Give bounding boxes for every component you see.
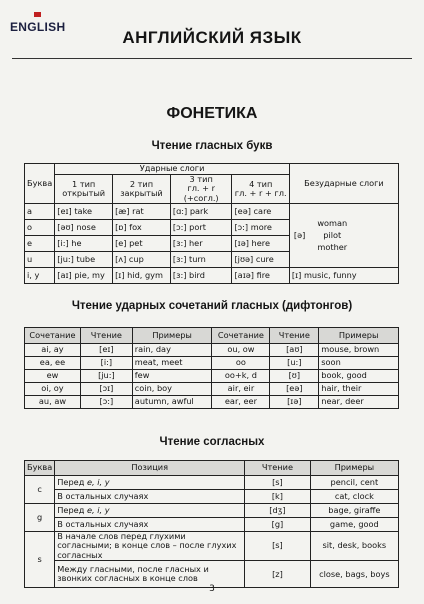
diphthong-cell: [u:] xyxy=(270,357,319,370)
diphthong-header: Сочетание xyxy=(25,328,81,344)
vowel-cell: [jʊə] cure xyxy=(232,252,289,268)
diphthong-cell: book, good xyxy=(319,370,399,383)
diphthong-cell: oo+k, d xyxy=(212,370,270,383)
diphthong-cell: [eɪ] xyxy=(80,344,132,357)
vowel-cell: [ɑ:] park xyxy=(170,204,232,220)
diphthong-header: Чтение xyxy=(270,328,319,344)
consonant-letter: s xyxy=(25,532,55,588)
vowel-cell: [æ] rat xyxy=(113,204,171,220)
diphthong-cell: [aʊ] xyxy=(270,344,319,357)
logo-dot-icon xyxy=(34,12,41,17)
diphthong-cell: ou, ow xyxy=(212,344,270,357)
vowel-cell: [eə] care xyxy=(232,204,289,220)
diphthong-cell: oo xyxy=(212,357,270,370)
diphthong-cell: ew xyxy=(25,370,81,383)
consonant-header: Чтение xyxy=(245,461,311,476)
diphthong-cell: ai, ay xyxy=(25,344,81,357)
consonant-row xyxy=(25,490,399,504)
vowel-cell: [əʊ] nose xyxy=(55,220,113,236)
vowel-type-name: 3 тип xyxy=(189,174,213,184)
vowel-letter: i, y xyxy=(25,268,55,284)
title-divider xyxy=(12,58,412,59)
vowels-schwa-cell xyxy=(289,204,398,268)
vowel-type-name: 1 тип xyxy=(72,178,96,189)
consonant-reading: [dʒ] xyxy=(245,504,311,518)
schwa-examples xyxy=(317,218,347,254)
diphthong-cell: near, deer xyxy=(319,396,399,409)
diphthongs-subtitle: Чтение ударных сочетаний гласных (дифтонгов) xyxy=(71,300,353,312)
consonant-header: Позиция xyxy=(55,461,245,476)
consonant-position xyxy=(55,476,245,490)
diphthong-row xyxy=(25,344,399,357)
diphthong-row xyxy=(25,396,399,409)
vowels-stressed-header: Ударные слоги xyxy=(55,164,290,175)
diphthong-cell: [ɔ:] xyxy=(80,396,132,409)
diphthong-cell: autumn, awful xyxy=(132,396,212,409)
vowel-type-name: 4 тип xyxy=(249,178,273,189)
diphthong-cell: rain, day xyxy=(132,344,212,357)
vowel-cell: [e] pet xyxy=(113,236,171,252)
vowel-type-desc: закрытый xyxy=(120,188,163,199)
vowel-type-3 xyxy=(170,175,232,204)
consonant-letter: g xyxy=(25,504,55,532)
vowel-cell: [ɔ:] more xyxy=(232,220,289,236)
consonant-position: В остальных случаях xyxy=(55,490,245,504)
vowel-cell: [ɪə] here xyxy=(232,236,289,252)
diphthong-cell: [eə] xyxy=(270,383,319,396)
diphthong-row xyxy=(25,383,399,396)
consonant-row xyxy=(25,532,399,561)
consonant-row xyxy=(25,518,399,532)
vowel-type-2 xyxy=(113,175,171,204)
position-letters: e, i, y xyxy=(86,504,110,515)
diphthong-cell: mouse, brown xyxy=(319,344,399,357)
vowel-letter: a xyxy=(25,204,55,220)
vowel-cell: [ɒ] fox xyxy=(113,220,171,236)
vowels-header-row xyxy=(25,164,399,175)
consonant-row xyxy=(25,476,399,490)
diphthong-header: Чтение xyxy=(80,328,132,344)
diphthong-cell: [i:] xyxy=(80,357,132,370)
diphthongs-table xyxy=(24,327,399,409)
consonant-examples: cat, clock xyxy=(310,490,398,504)
position-letters: e, i, y xyxy=(86,476,110,487)
page-number: 3 xyxy=(209,584,215,594)
vowel-cell: [aɪ] pie, my xyxy=(55,268,113,284)
position-prefix: Перед xyxy=(57,504,87,515)
section-title: ФОНЕТИКА xyxy=(166,105,258,122)
diphthongs-header-row xyxy=(25,328,399,344)
schwa-example: mother xyxy=(317,241,348,252)
diphthong-cell: few xyxy=(132,370,212,383)
page-title: АНГЛИЙСКИЙ ЯЗЫК xyxy=(122,28,302,47)
diphthong-cell: meat, meet xyxy=(132,357,212,370)
vowel-cell: [ɪ] hid, gym xyxy=(113,268,171,284)
diphthong-row xyxy=(25,370,399,383)
diphthong-cell: [ʊ] xyxy=(270,370,319,383)
vowel-type-desc: открытый xyxy=(62,188,106,199)
diphthong-cell: [ɔɪ] xyxy=(80,383,132,396)
vowel-type-desc: гл. + r + гл. xyxy=(234,188,287,199)
diphthong-cell: air, eir xyxy=(212,383,270,396)
consonant-examples: sit, desk, books xyxy=(310,532,398,561)
consonant-position: В остальных случаях xyxy=(55,518,245,532)
vowel-letter: e xyxy=(25,236,55,252)
schwa-example: woman xyxy=(317,217,348,228)
vowel-type-desc: гл. + r (+согл.) xyxy=(183,183,219,203)
vowel-cell: [i:] he xyxy=(55,236,113,252)
vowels-subtitle: Чтение гласных букв xyxy=(151,140,273,152)
diphthong-header: Примеры xyxy=(319,328,399,344)
diphthong-cell: [ɪə] xyxy=(270,396,319,409)
diphthong-cell: coin, boy xyxy=(132,383,212,396)
consonant-reading: [z] xyxy=(245,561,311,588)
diphthong-cell: ear, eer xyxy=(212,396,270,409)
vowel-cell: [ɜ:] turn xyxy=(170,252,232,268)
diphthong-cell: hair, their xyxy=(319,383,399,396)
vowel-type-name: 2 тип xyxy=(129,178,154,189)
schwa-symbol: [ə] xyxy=(293,230,306,241)
diphthong-header: Сочетание xyxy=(212,328,270,344)
consonant-examples: game, good xyxy=(310,518,398,532)
logo-text: ENGLISH xyxy=(10,20,66,34)
consonant-row xyxy=(25,504,399,518)
vowel-letter: u xyxy=(25,252,55,268)
consonants-table xyxy=(24,460,399,588)
consonant-header: Примеры xyxy=(310,461,398,476)
consonant-examples: close, bags, boys xyxy=(310,561,398,588)
vowel-cell: [ɜ:] her xyxy=(170,236,232,252)
consonant-examples: bage, giraffe xyxy=(310,504,398,518)
consonant-examples: pencil, cent xyxy=(310,476,398,490)
vowel-type-4 xyxy=(232,175,289,204)
vowel-letter: o xyxy=(25,220,55,236)
diphthong-cell: soon xyxy=(319,357,399,370)
vowel-cell: [ju:] tube xyxy=(55,252,113,268)
vowel-row-iy xyxy=(25,268,399,284)
consonant-position xyxy=(55,504,245,518)
vowel-cell: [ʌ] cup xyxy=(113,252,171,268)
diphthong-row xyxy=(25,357,399,370)
vowel-cell: [eɪ] take xyxy=(55,204,113,220)
consonants-subtitle: Чтение согласных xyxy=(159,436,265,448)
diphthong-header: Примеры xyxy=(132,328,212,344)
consonant-letter: c xyxy=(25,476,55,504)
consonant-reading: [g] xyxy=(245,518,311,532)
position-prefix: Перед xyxy=(57,476,87,487)
vowel-row-a xyxy=(25,204,399,220)
consonant-header: Буква xyxy=(25,461,55,476)
consonant-reading: [k] xyxy=(245,490,311,504)
vowel-cell: [aɪə] fire xyxy=(232,268,289,284)
diphthong-cell: [ju:] xyxy=(80,370,132,383)
diphthong-cell: au, aw xyxy=(25,396,81,409)
vowel-cell: [ɪ] music, funny xyxy=(289,268,398,284)
consonant-position: В начале слов перед глухими согласными; в конце слов – после глухих согласных xyxy=(55,532,245,561)
vowels-col-letter: Буква xyxy=(25,164,55,204)
vowels-table xyxy=(24,163,399,284)
vowel-type-1 xyxy=(55,175,113,204)
consonant-reading: [s] xyxy=(245,532,311,561)
vowel-cell: [ɜ:] bird xyxy=(170,268,232,284)
vowel-cell: [ɔ:] port xyxy=(170,220,232,236)
consonant-reading: [s] xyxy=(245,476,311,490)
consonant-position: Между гласными, после гласных и звонких согласных в конце слов xyxy=(55,561,245,588)
vowels-unstressed-header: Безударные слоги xyxy=(289,164,398,204)
schwa-example: pilot xyxy=(323,229,342,240)
consonants-header-row xyxy=(25,461,399,476)
diphthong-cell: oi, oy xyxy=(25,383,81,396)
diphthong-cell: ea, ee xyxy=(25,357,81,370)
